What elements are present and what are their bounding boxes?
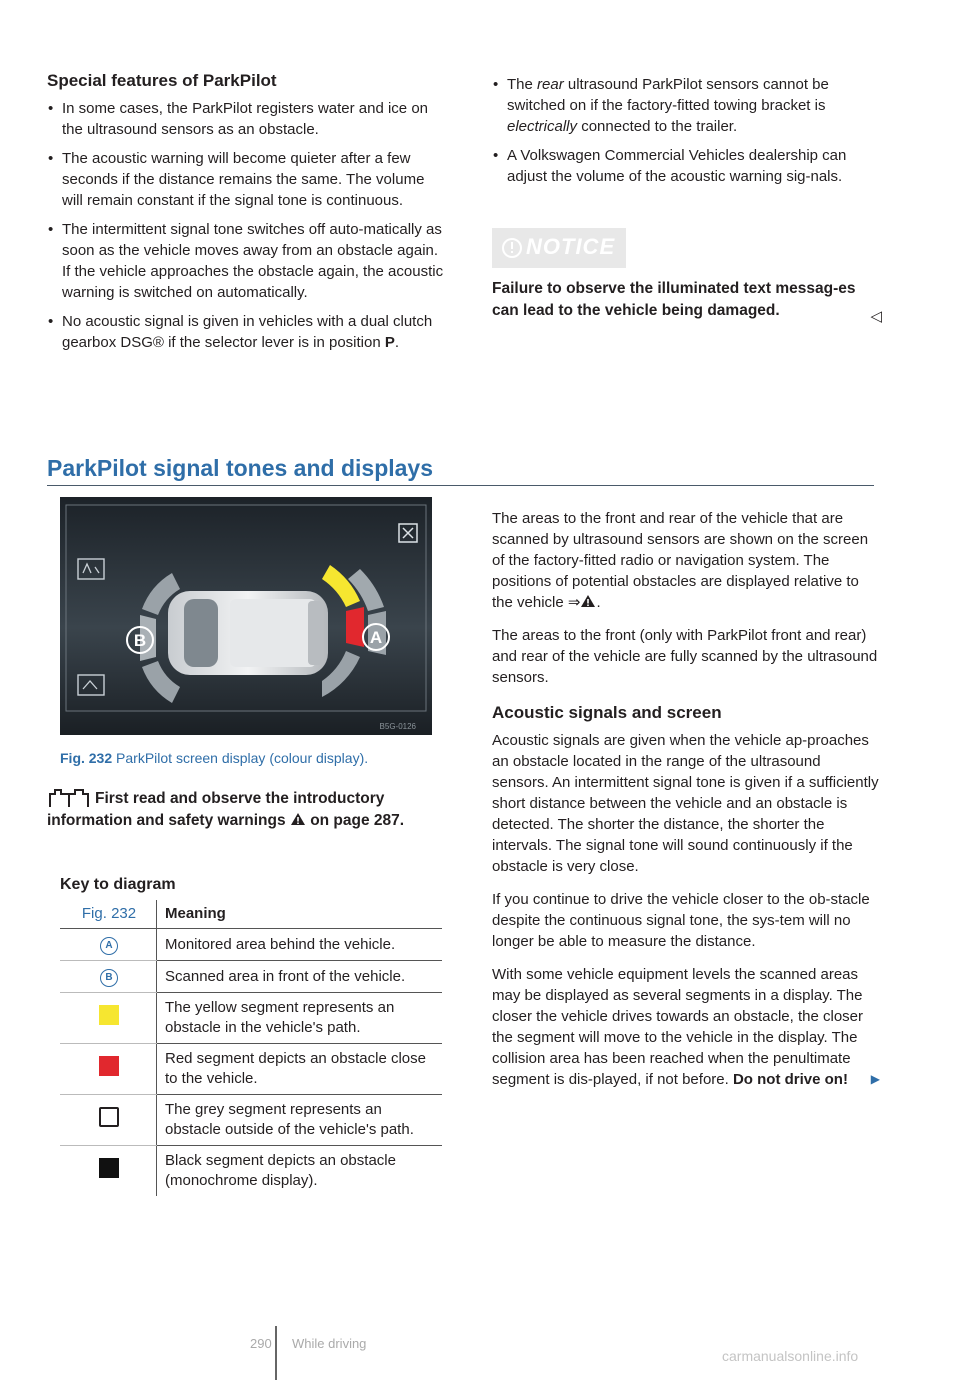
caption-text: ParkPilot screen display (colour display).: [116, 750, 369, 766]
key-symbol-cell: [60, 961, 157, 993]
bullet-intermittent: • The intermittent signal tone switches off auto-matically as soon as the vehicle moves away from an obstacle again. If the vehicle approaches the obstacle again, the acoustic warning is switched on automatically.: [47, 219, 447, 303]
bullet-quieter: • The acoustic warning will become quieter after a few seconds if the distance remains the same. The volume will remain constant if the signal tone is continuous.: [47, 148, 447, 211]
front-rear-paragraph: The areas to the front (only with ParkPilot front and rear) and rear of the vehicle are fully scanned by the ultrasound sensors.: [492, 627, 878, 686]
special-features-heading: Special features of ParkPilot: [47, 71, 277, 90]
areas-paragraph: The areas to the front and rear of the vehicle that are scanned by ultrasound sensors are shown on the screen of the factory-fitted radio or navigation system. The positions of potential obstacles are displayed relative to the vehicle ⇒ .: [492, 510, 869, 611]
figure-label-a: A: [369, 628, 383, 647]
symbol-a-icon: A: [100, 937, 118, 955]
key-symbol-cell: [60, 1095, 157, 1146]
acoustic-heading: Acoustic signals and screen: [492, 703, 722, 722]
key-row: [60, 1095, 442, 1146]
rear-sensors-post: connected to the trailer.: [577, 118, 738, 135]
key-title: Key to diagram: [60, 876, 176, 893]
key-symbol-cell: [60, 1146, 157, 1197]
rear-sensors-pre: The: [507, 76, 538, 93]
key-meaning: The yellow segment represents an obstacle in the vehicle's path.: [157, 993, 443, 1044]
page-number: 290: [250, 1336, 272, 1351]
ref-arrow: ⇒: [567, 594, 581, 611]
bullet-rear-sensors: [492, 74, 882, 137]
key-meaning: The grey segment represents an obstacle outside of the vehicle's path.: [157, 1095, 443, 1146]
footer-divider: [275, 1326, 277, 1380]
key-meaning: Scanned area in front of the vehicle.: [157, 961, 443, 993]
key-header-row: [60, 900, 442, 929]
key-row: [60, 1044, 442, 1095]
bullet-dealership: • A Volkswagen Commercial Vehicles dealership can adjust the volume of the acoustic warning sig-nals.: [492, 145, 882, 187]
rear-sensors-mid: ultrasound ParkPilot sensors cannot be switched on if the factory-fitted towing bracket is: [507, 76, 829, 114]
intro-page-ref: on page 287.: [310, 812, 405, 829]
key-meaning: Black segment depicts an obstacle (monochrome display).: [165, 1152, 396, 1189]
key-symbol-cell: [60, 929, 157, 961]
next-page-arrow-icon: ▶: [870, 1072, 880, 1086]
grey-swatch-icon: [99, 1107, 119, 1127]
footer-section: While driving: [292, 1336, 367, 1351]
bullet-dsg-end: .: [394, 334, 400, 351]
acoustic-paragraph: Acoustic signals are given when the vehicle ap-proaches an obstacle located in the range of the ultrasound sensors. An intermittent signal tone is given if a sufficiently short distance between the vehicle and an obstacle is detected. The shorter the distance, the shorter the intervals. The signal tone will sound continuously if the obstacle is very close.: [492, 732, 879, 875]
figure-caption: [60, 750, 368, 766]
black-swatch-icon: [99, 1158, 119, 1178]
bullet-dsg-bold: P: [384, 334, 395, 351]
key-symbol-cell: [60, 993, 157, 1044]
left-top-column: [47, 70, 447, 353]
vehicle-icon: [168, 591, 328, 675]
segments-text: With some vehicle equipment levels the scanned areas may be displayed as several segments in a display. The closer the vehicle drives towards an obstacle, the closer the segment will move to the vehicle in the display. The collision area has been reached when the penultimate segment is dis-played, if not before.: [492, 966, 864, 1088]
section-title: ParkPilot signal tones and displays: [47, 455, 434, 481]
continue-paragraph: If you continue to drive the vehicle closer to the ob-stacle despite the continuous signal tone, the sys-tem will no longer be able to measure the distance.: [492, 891, 870, 950]
key-row: [60, 961, 442, 993]
do-not-drive-warning: Do not drive on!: [732, 1071, 848, 1088]
red-segment: [346, 607, 364, 647]
yellow-swatch-icon: [99, 1005, 119, 1025]
right-top-column: [492, 74, 882, 187]
figure-label-b: B: [133, 631, 147, 650]
parkpilot-display-illustration: [60, 497, 432, 735]
parkpilot-figure: [60, 497, 432, 735]
red-swatch-icon: [99, 1056, 119, 1076]
areas-text: The areas to the front and rear of the vehicle that are scanned by ultrasound sensors are shown on the screen of the factory-fitted radio or navigation system. The positions of potential obstacles are displayed relative to the vehicle: [492, 510, 869, 611]
key-row: [60, 929, 442, 961]
intro-note: [47, 788, 447, 831]
bullet-dsg: [47, 311, 447, 353]
bullet-water-ice: • In some cases, the ParkPilot registers water and ice on the ultrasound sensors as an obstacle.: [47, 98, 447, 140]
bullet-dsg-text: No acoustic signal is given in vehicles with a dual clutch gearbox DSG® if the selector lever is in position: [62, 313, 433, 351]
key-symbol-cell: [60, 1044, 157, 1095]
key-row: [60, 993, 442, 1044]
warning-triangle-icon: [290, 812, 306, 826]
caption-number: Fig. 232: [60, 750, 113, 766]
intro-text: First read and observe the introductory information and safety warnings: [47, 790, 385, 829]
key-row: [60, 1146, 442, 1197]
key-meaning: Monitored area behind the vehicle.: [157, 929, 443, 961]
symbol-b-icon: B: [100, 969, 118, 987]
book-icon: [47, 788, 91, 810]
info-circle-icon: [498, 228, 528, 268]
end-marker-icon: ◁: [870, 308, 882, 325]
key-table: [60, 900, 442, 1196]
right-main-column: [492, 508, 880, 1090]
rear-sensors-em1: rear: [537, 76, 564, 93]
segments-paragraph: [492, 964, 880, 1090]
key-meaning: Red segment depicts an obstacle close to the vehicle.: [157, 1044, 443, 1095]
key-col-meaning: Meaning: [157, 900, 443, 929]
notice-body-text: Failure to observe the illuminated text messag-es can lead to the vehicle being damaged.: [492, 280, 856, 319]
warning-triangle-icon: [580, 594, 596, 608]
notice-body: [492, 278, 882, 328]
key-col-fig: Fig. 232: [60, 900, 157, 929]
notice-title: NOTICE: [526, 234, 616, 259]
section-divider: [47, 485, 874, 486]
watermark: carmanualsonline.info: [722, 1348, 859, 1364]
rear-sensors-em2: electrically: [507, 118, 578, 135]
figure-code: B5G-0126: [379, 722, 416, 731]
